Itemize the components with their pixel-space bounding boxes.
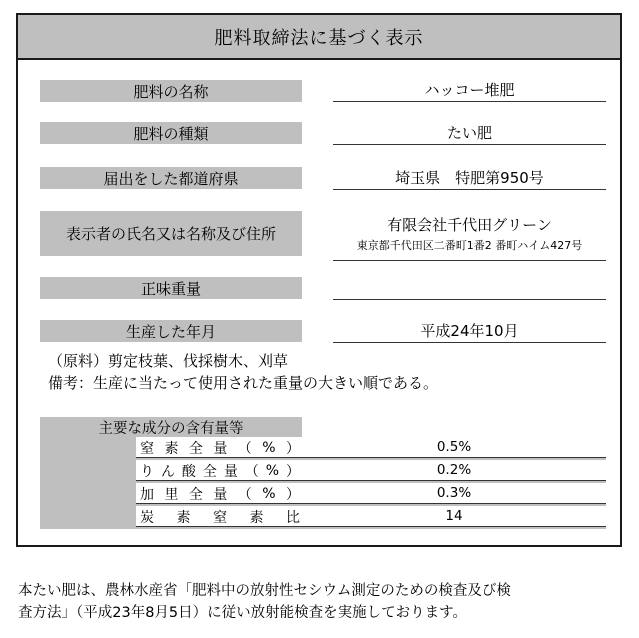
notes xyxy=(48,350,438,394)
component-name-char: 加 xyxy=(140,486,154,503)
component-name-char: （ xyxy=(237,440,252,457)
field-value-registrant xyxy=(333,210,606,261)
component-name-char: 全 xyxy=(188,440,203,457)
field-label-production-date: 生産した年月 xyxy=(40,320,302,342)
component-name-char: （ xyxy=(244,463,259,480)
field-label-net-weight: 正味重量 xyxy=(40,277,302,299)
component-name-char: 素 xyxy=(176,509,191,526)
field-value-production-date: 平成24年10月 xyxy=(333,319,606,343)
component-row xyxy=(40,460,606,481)
component-value: 0.5% xyxy=(302,437,606,458)
field-value-type: たい肥 xyxy=(333,121,606,145)
component-name xyxy=(140,460,300,481)
component-name-char: 窒 xyxy=(140,440,154,457)
footer-note xyxy=(18,580,622,624)
component-name-char: 量 xyxy=(213,440,228,457)
label-title: 肥料取締法に基づく表示 xyxy=(16,13,622,60)
component-name-char: ） xyxy=(285,486,300,503)
component-name-char: % xyxy=(262,485,276,502)
registrant-address: 東京都千代田区二番町1番2 番町ハイム427号 xyxy=(356,239,583,252)
component-name-char: り xyxy=(140,463,154,480)
component-name-char: % xyxy=(262,439,276,456)
component-name-char: 全 xyxy=(188,486,203,503)
components-table xyxy=(40,437,606,529)
field-value-name: ハッコー堆肥 xyxy=(333,78,606,102)
component-name xyxy=(140,483,300,504)
component-name-char: 酸 xyxy=(181,463,196,480)
field-label-name: 肥料の名称 xyxy=(40,80,302,102)
field-label-prefecture: 届出をした都道府県 xyxy=(40,167,302,189)
component-name-char: 素 xyxy=(249,509,264,526)
component-name-char: 比 xyxy=(286,509,300,526)
component-value: 14 xyxy=(302,506,606,527)
component-name-char: ん xyxy=(160,463,175,480)
footer-line-1: 本たい肥は、農林水産省「肥料中の放射性セシウム測定のための検査及び検 xyxy=(18,583,511,599)
footer-line-2: 査方法」（平成23年8月5日）に従い放射能検査を実施しております。 xyxy=(18,605,467,621)
component-row xyxy=(40,437,606,458)
component-value: 0.2% xyxy=(302,460,606,481)
field-label-registrant: 表示者の氏名又は名称及び住所 xyxy=(40,211,302,256)
component-name-char: 窒 xyxy=(213,509,227,526)
field-value-prefecture: 埼玉県 特肥第950号 xyxy=(333,166,606,190)
field-value-net-weight xyxy=(333,276,606,300)
component-name-char: 素 xyxy=(164,440,179,457)
components-header: 主要な成分の含有量等 xyxy=(40,417,302,437)
component-name xyxy=(140,506,300,527)
component-name-char: ） xyxy=(285,440,300,457)
remark-note: 備考：生産に当たって使用された重量の大きい順である。 xyxy=(48,374,439,392)
component-name-char: （ xyxy=(237,486,252,503)
component-name-char: ） xyxy=(285,463,300,480)
component-name-char: 炭 xyxy=(140,509,154,526)
component-name-char: 量 xyxy=(213,486,228,503)
component-name-char: 里 xyxy=(164,486,179,503)
component-row xyxy=(40,483,606,504)
component-name-char: 量 xyxy=(223,463,238,480)
registrant-company: 有限会社千代田グリーン xyxy=(387,216,552,234)
component-value: 0.3% xyxy=(302,483,606,504)
materials-note: （原料）剪定枝葉、伐採樹木、刈草 xyxy=(48,352,289,370)
field-label-type: 肥料の種類 xyxy=(40,122,302,144)
component-name xyxy=(140,437,300,458)
component-name-char: % xyxy=(265,462,280,479)
component-name-char: 全 xyxy=(202,463,217,480)
component-row xyxy=(40,506,606,527)
